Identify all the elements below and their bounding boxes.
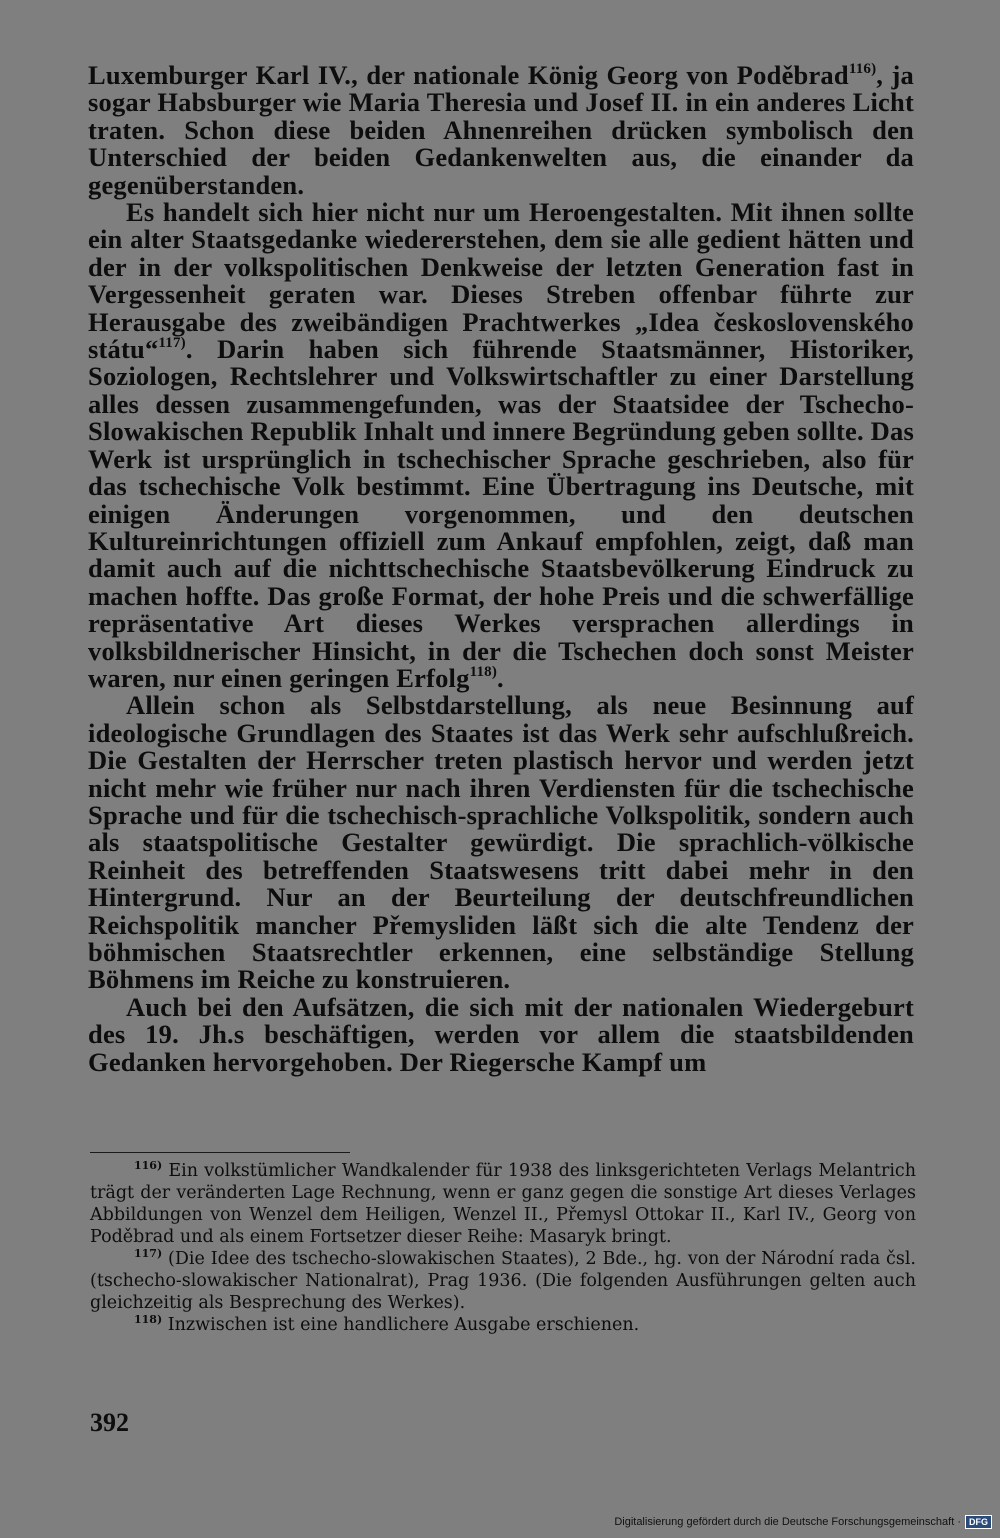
paragraph-text: , ja sogar Habsburger wie Maria Theresia und Josef II. in ein anderes Licht traten. Schon diese beiden Ahnenreihen drücken symbolisch den Unterschied der beiden Gedankenwelten aus, die einander da gegenüberstanden. xyxy=(88,60,915,200)
paragraph xyxy=(88,199,914,692)
footnote xyxy=(90,1160,916,1248)
footnote-mark: 118) xyxy=(134,1313,163,1326)
footnote-mark: 117) xyxy=(134,1247,163,1260)
paragraph-text: Allein schon als Selbstdarstellung, als neue Besinnung auf ideologische Grundlagen des Staates ist das Werk sehr aufschlußreich. Die Gestalten der Herrscher treten plastisch hervor und werden jetzt nicht mehr wie früher nur nach ihren Verdiensten für die tschechische Sprache und für die tschechisch-sprachliche Volkspolitik, sondern auch als staatspolitische Gestalter gewürdigt. Die sprachlich-völkische Reinheit des betreffenden Staatswesens tritt dabei mehr in den Hintergrund. Nur an der Beurteilung der deutschfreundlichen Reichspolitik mancher Přemysliden läßt sich die alte Tendenz der böhmischen Staatsrechtler erkennen, eine selbständige Stellung Böhmens im Reiche zu konstruieren. xyxy=(88,690,914,995)
footnote-separator xyxy=(90,1152,350,1153)
credit-text: Digitalisierung gefördert durch die Deutsche Forschungsgemeinschaft · xyxy=(614,1516,961,1528)
paragraph xyxy=(88,991,914,1077)
page-number: 392 xyxy=(90,1408,129,1437)
footnote-reference: 117) xyxy=(158,335,186,352)
digitization-credit xyxy=(614,1515,992,1529)
footnote xyxy=(90,1248,916,1314)
footnote xyxy=(90,1314,916,1336)
footnotes xyxy=(90,1160,916,1336)
paragraph-text: Es handelt sich hier nicht nur um Heroengestalten. Mit ihnen sollte ein alter Staatsgedanke wiedererstehen, dem sie alle gedient hätten und der in der volkspolitischen Denkweise der letzten Generation fast in Vergessenheit geraten war. Dieses Streben offenbar führte zur Herausgabe des zweibändigen Prachtwerkes „Idea československého státu“ xyxy=(88,197,914,365)
paragraph-text: . xyxy=(497,662,504,693)
main-text xyxy=(88,62,914,1076)
paragraph-text: Luxemburger Karl IV., der nationale König Georg von Poděbrad xyxy=(88,60,849,90)
paragraph-text: Auch bei den Aufsätzen, die sich mit der nationalen Wiedergeburt des 19. Jh.s beschäftigen, werden vor allem die staatsbildenden Gedanken hervorgehoben. Der Riegersche Kampf um xyxy=(88,991,914,1077)
footnote-text: Ein volkstümlicher Wandkalender für 1938 des linksgerichteten Verlags Melantrich trägt der veränderten Lage Rechnung, wenn er ganz gegen die sonstige Art dieses Verlages Abbildungen von Wenzel dem Heiligen, Wenzel II., Přemysl Ottokar II., Karl IV., Georg von Poděbrad und als einem Fortsetzer dieser Reihe: Masaryk bringt. xyxy=(90,1161,916,1247)
footnote-reference: 118) xyxy=(469,663,498,680)
footnote-text: Inzwischen ist eine handlichere Ausgabe erschienen. xyxy=(162,1315,640,1335)
footnote-reference: 116) xyxy=(848,61,877,77)
footnote-mark: 116) xyxy=(134,1159,163,1172)
paragraph-text: . Darin haben sich führende Staatsmänner, Historiker, Soziologen, Rechtslehrer und Volkswirtschaftler zu einer Darstellung alles dessen zusammengefunden, was der Staatsidee der Tschecho-Slowakischen Republik Inhalt und innere Begründung geben sollte. Das Werk ist ursprünglich in tschechischer Sprache geschrieben, also für das tschechische Volk bestimmt. Eine Übertragung ins Deutsche, mit einigen Änderungen vorgenommen, und den deutschen Kultureinrichtungen offiziell zum Ankauf empfohlen, zeigt, daß man damit auch auf die nichttschechische Staatsbevölkerung Eindruck zu machen hoffte. Das große Format, der hohe Preis und die schwerfällige repräsentative Art dieses Werkes versprachen allerdings in volksbildnerischer Hinsicht, in der die Tschechen doch sonst Meister waren, nur einen geringen Erfolg xyxy=(88,334,914,693)
dfg-logo: DFG xyxy=(965,1515,992,1529)
paragraph xyxy=(88,692,914,993)
paragraph xyxy=(88,62,914,199)
footnote-text: (Die Idee des tschecho-slowakischen Staates), 2 Bde., hg. von der Národní rada čsl. (tschecho-slowakischer Nationalrat), Prag 1936. (Die folgenden Ausführungen gelten auch gleichzeitig als Besprechung des Werkes). xyxy=(90,1249,916,1313)
